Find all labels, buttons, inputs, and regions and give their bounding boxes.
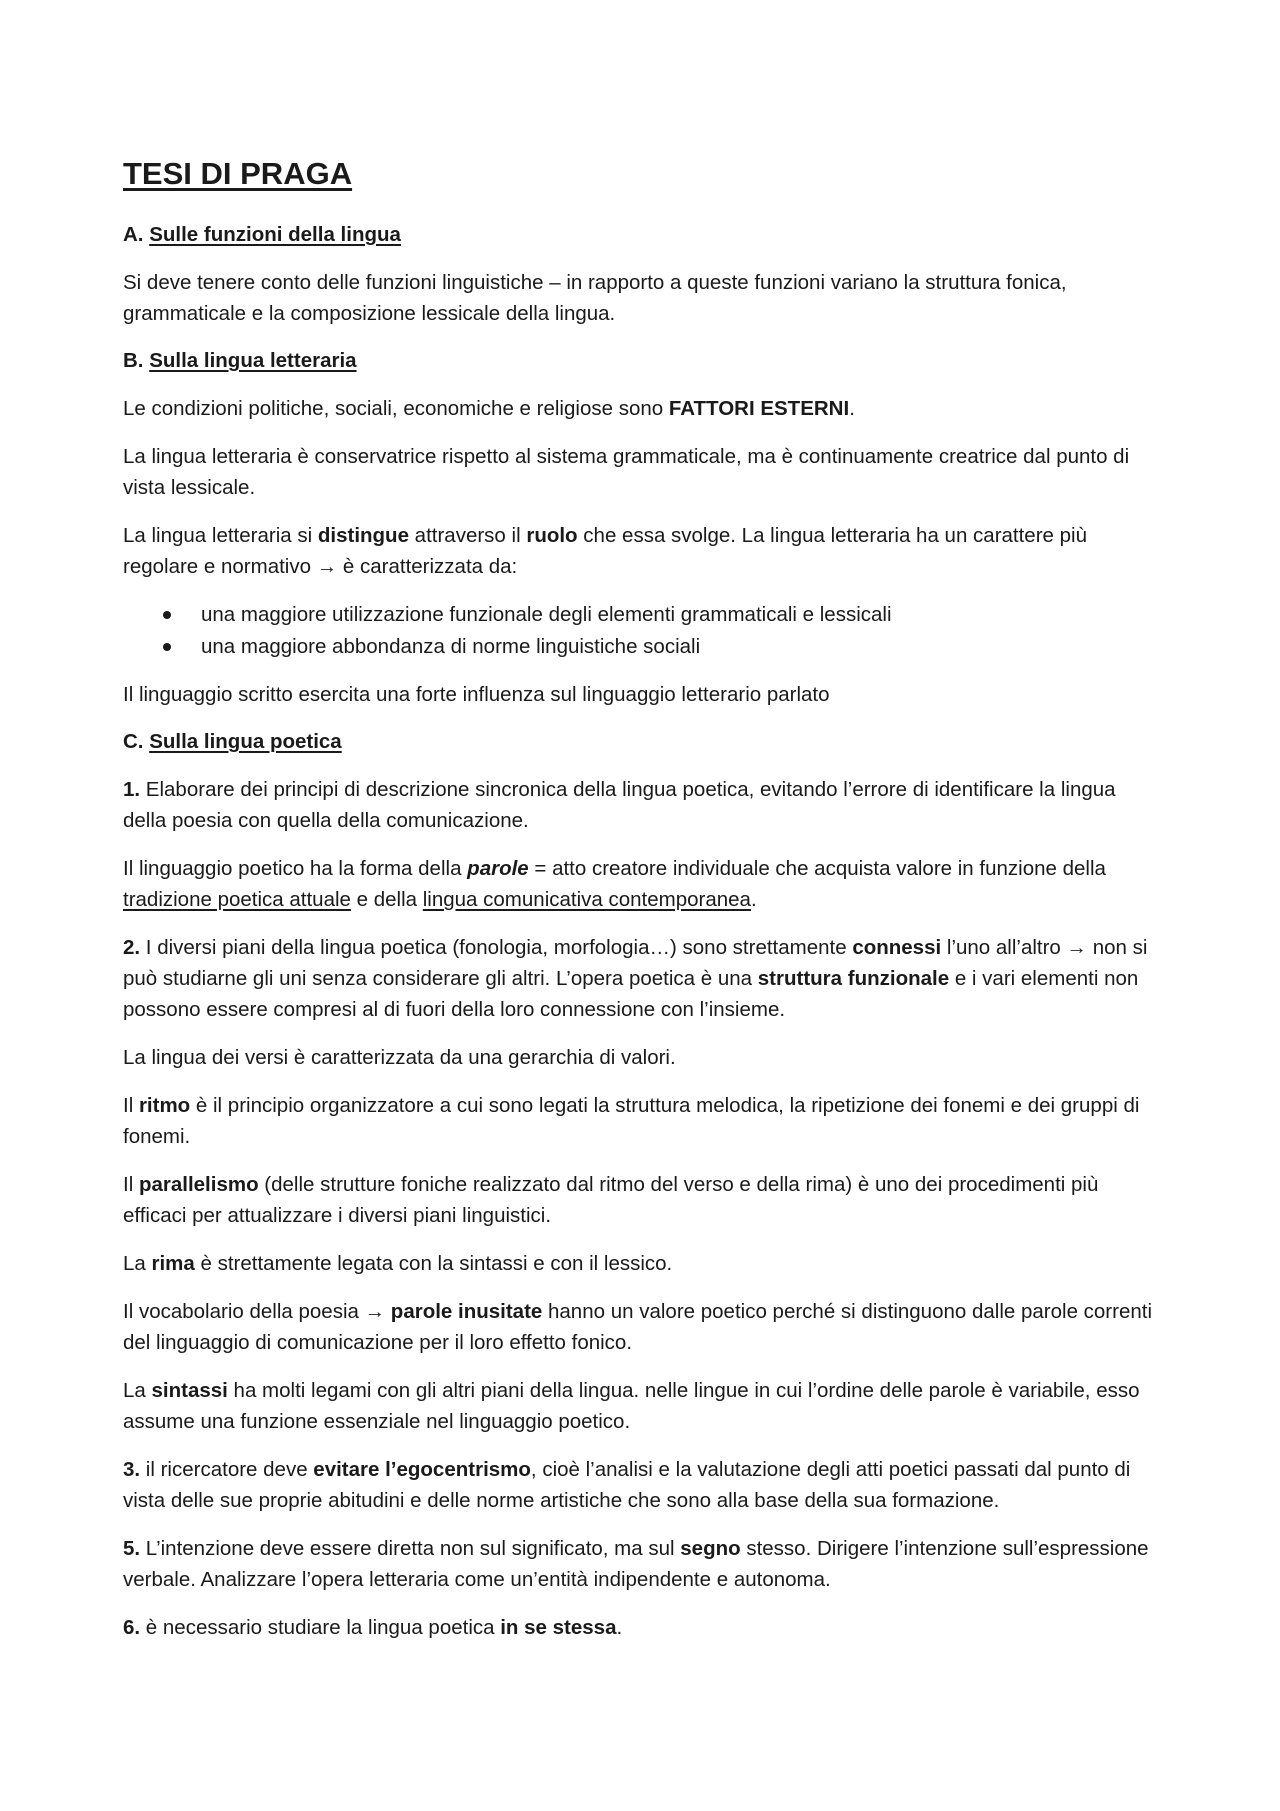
bold-italic-term: parole <box>467 857 529 880</box>
text-run: il ricercatore deve <box>140 1458 314 1481</box>
section-c-paragraph-12 <box>123 1612 1160 1643</box>
text-run: Il linguaggio poetico ha la forma della <box>123 857 468 880</box>
text-run: ha molti legami con gli altri piani della lingua. nelle lingue in cui l’ordine delle parole è variabile, esso assume una funzione essenziale nel linguaggio poetico. <box>123 1379 1140 1433</box>
text-run: e i vari elementi non possono essere compresi al di fuori della loro connessione con l’insieme. <box>123 967 1139 1021</box>
point-number: 6. <box>123 1616 141 1639</box>
section-a-title: Sulle funzioni della lingua <box>149 223 401 246</box>
section-c-title: Sulla lingua poetica <box>149 730 342 753</box>
bullet-list <box>123 599 1160 663</box>
bold-term: FATTORI ESTERNI <box>668 397 850 420</box>
text-run: La <box>123 1379 152 1402</box>
section-c-paragraph-10 <box>123 1454 1160 1516</box>
text-run: attraverso il <box>408 524 527 547</box>
bold-term: ritmo <box>138 1094 191 1117</box>
text-run: Il <box>123 1094 139 1117</box>
section-c-paragraph-3 <box>123 932 1160 1025</box>
text-run: Il <box>123 1173 139 1196</box>
text-run: , cioè l’analisi e la valutazione degli atti poetici passati dal punto di vista delle sue proprie abitudini e delle norme artistiche che sono alla base della sua formazione. <box>123 1458 1131 1512</box>
text-run: La lingua letteraria si <box>123 524 318 547</box>
section-b-paragraph-4: Il linguaggio scritto esercita una forte influenza sul linguaggio letterario parlato <box>123 683 830 706</box>
text-run: l’uno all’altro → non si può studiarne gli uni senza considerare gli altri. L’opera poetica è una <box>123 936 1148 990</box>
section-a-letter: A. <box>123 223 144 246</box>
text-run: che essa svolge. La lingua letteraria ha un carattere più regolare e normativo → è caratterizzata da: <box>123 524 1087 578</box>
text-run: è il principio organizzatore a cui sono legati la struttura melodica, la ripetizione dei fonemi e dei gruppi di fonemi. <box>123 1094 1140 1148</box>
section-b-paragraph-1 <box>123 393 1160 424</box>
section-b-letter: B. <box>123 349 144 372</box>
text-run: stesso. Dirigere l’intenzione sull’espressione verbale. Analizzare l’opera letteraria come un’entità indipendente e autonoma. <box>123 1537 1149 1591</box>
text-run: I diversi piani della lingua poetica (fonologia, morfologia…) sono strettamente <box>140 936 853 959</box>
text-run: è necessario studiare la lingua poetica <box>140 1616 501 1639</box>
section-c-paragraph-1 <box>123 774 1160 836</box>
list-item-text: una maggiore abbondanza di norme linguistiche sociali <box>201 635 701 658</box>
section-c-paragraph-2 <box>123 853 1160 915</box>
section-c-heading <box>123 727 1160 757</box>
section-c-paragraph-5 <box>123 1090 1160 1152</box>
text-run: . <box>849 397 855 420</box>
point-number: 3. <box>123 1458 141 1481</box>
point-number: 5. <box>123 1537 141 1560</box>
section-c-letter: C. <box>123 730 144 753</box>
section-c-paragraph-7 <box>123 1248 1160 1279</box>
bold-term: distingue <box>317 524 409 547</box>
section-c-paragraph-9 <box>123 1375 1160 1437</box>
list-item <box>123 631 1160 663</box>
text-run: hanno un valore poetico perché si distinguono dalle parole correnti del linguaggio di comunicazione per il loro effetto fonico. <box>123 1300 1153 1354</box>
text-run: Il vocabolario della poesia → <box>123 1300 391 1323</box>
text-run: (delle strutture foniche realizzato dal ritmo del verso e della rima) è uno dei procedimenti più efficaci per attualizzare i diversi piani linguistici. <box>123 1173 1099 1227</box>
point-number: 1. <box>123 778 141 801</box>
underlined-term: tradizione poetica attuale <box>123 888 351 911</box>
bold-term: sintassi <box>151 1379 228 1402</box>
text-run: Le condizioni politiche, sociali, economiche e religiose sono <box>123 397 669 420</box>
section-b-heading <box>123 346 1160 376</box>
text-run: = atto creatore individuale che acquista valore in funzione della <box>528 857 1106 880</box>
list-item <box>123 599 1160 631</box>
bold-term: segno <box>680 1537 741 1560</box>
bold-term: in se stessa <box>500 1616 617 1639</box>
list-item-text: una maggiore utilizzazione funzionale degli elementi grammaticali e lessicali <box>201 603 892 626</box>
section-b-paragraph-2: La lingua letteraria è conservatrice rispetto al sistema grammaticale, ma è continuamente creatrice dal punto di vista lessicale. <box>123 445 1130 499</box>
section-b-paragraph-3 <box>123 520 1160 582</box>
section-a-heading <box>123 220 1160 250</box>
bold-term: parole inusitate <box>390 1300 543 1323</box>
page-title: TESI DI PRAGA <box>123 156 353 191</box>
bullet-icon <box>163 611 171 619</box>
section-c-paragraph-6 <box>123 1169 1160 1231</box>
text-run: è strettamente legata con la sintassi e con il lessico. <box>194 1252 673 1275</box>
underlined-term: lingua comunicativa contemporanea <box>422 888 751 911</box>
section-c-paragraph-8 <box>123 1296 1160 1358</box>
bold-term: evitare l’egocentrismo <box>313 1458 531 1481</box>
section-c-paragraph-4: La lingua dei versi è caratterizzata da una gerarchia di valori. <box>123 1046 676 1069</box>
bold-term: rima <box>151 1252 195 1275</box>
text-run: . <box>616 1616 623 1639</box>
bold-term: ruolo <box>526 524 578 547</box>
text-run: . <box>750 888 757 911</box>
bold-term: connessi <box>852 936 942 959</box>
text-run: e della <box>350 888 423 911</box>
text-run: La <box>123 1252 152 1275</box>
bold-term: parallelismo <box>138 1173 259 1196</box>
section-c-paragraph-11 <box>123 1533 1160 1595</box>
text-run: L’intenzione deve essere diretta non sul significato, ma sul <box>140 1537 681 1560</box>
point-number: 2. <box>123 936 141 959</box>
bold-term: struttura funzionale <box>757 967 950 990</box>
text-run: Elaborare dei principi di descrizione sincronica della lingua poetica, evitando l’errore di identificare la lingua della poesia con quella della comunicazione. <box>123 778 1116 832</box>
section-b-title: Sulla lingua letteraria <box>149 349 357 372</box>
section-a-paragraph: Si deve tenere conto delle funzioni linguistiche – in rapporto a queste funzioni variano la struttura fonica, grammaticale e la composizione lessicale della lingua. <box>123 271 1067 325</box>
bullet-icon <box>163 643 171 651</box>
